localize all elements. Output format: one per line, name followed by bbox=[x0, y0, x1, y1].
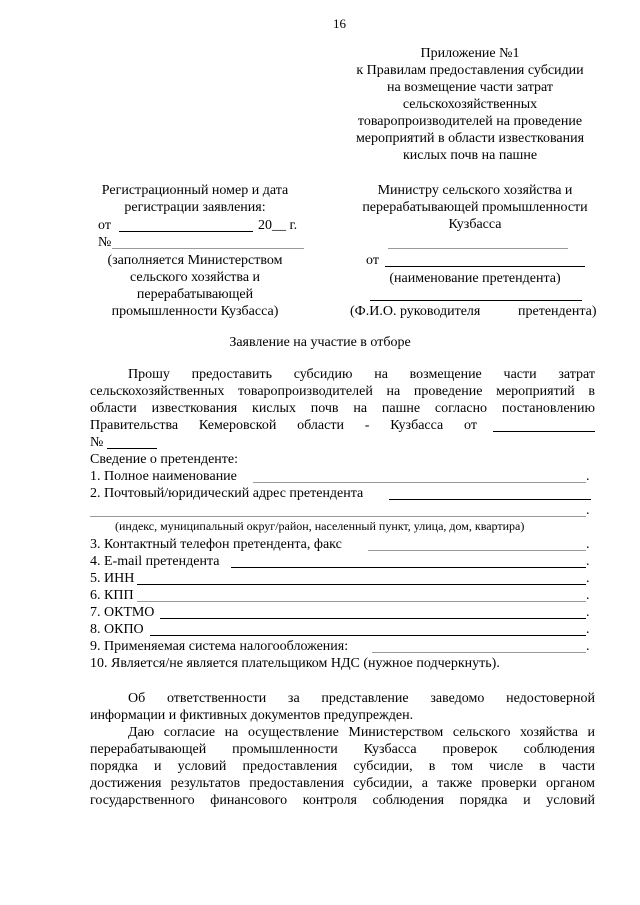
field-oktmo-label: 7. ОКТМО bbox=[90, 605, 155, 620]
field-okpo-label: 8. ОКПО bbox=[90, 622, 144, 637]
field-period: . bbox=[586, 605, 590, 620]
address-caption: (индекс, муниципальный округ/район, населенный пункт, улица, дом, квартира) bbox=[115, 519, 525, 533]
responsibility-line: Об ответственности за представление заведомо недостоверной bbox=[128, 691, 595, 706]
appendix-line: на возмещение части затрат bbox=[386, 80, 554, 95]
field-full-name-label: 1. Полное наименование bbox=[90, 469, 237, 484]
applicant-info-title: Сведение о претенденте: bbox=[90, 452, 239, 467]
consent-line: достижения результатов предоставления субсидии, а также проверки органом bbox=[90, 776, 595, 791]
appendix-line: товаропроизводителей на проведение bbox=[357, 114, 583, 129]
field-kpp-label: 6. КПП bbox=[90, 588, 134, 603]
request-line: Правительства Кемеровской области - Кузбасса от bbox=[90, 418, 477, 433]
responsibility-line: информации и фиктивных документов предупрежден. bbox=[90, 708, 414, 723]
resolution-number-label: № bbox=[90, 435, 104, 450]
registration-note: промышленности Кузбасса) bbox=[111, 304, 279, 319]
field-address-input[interactable] bbox=[389, 499, 591, 500]
appendix-line: мероприятий в области известкования bbox=[355, 131, 585, 146]
registration-date-field[interactable] bbox=[119, 231, 253, 232]
registration-from-label: от bbox=[98, 218, 111, 233]
addressee-line: перерабатывающей промышленности bbox=[362, 200, 588, 215]
field-period: . bbox=[586, 571, 590, 586]
applicant-head-caption-end: претендента) bbox=[518, 304, 597, 319]
resolution-date-field[interactable] bbox=[493, 431, 595, 432]
request-line: области известкования кислых почв на пашне согласно постановлению bbox=[90, 401, 595, 416]
appendix-line: Приложение №1 bbox=[420, 46, 520, 61]
resolution-number-field[interactable] bbox=[107, 448, 157, 449]
field-okpo-input[interactable] bbox=[150, 635, 586, 636]
applicant-name-field[interactable] bbox=[385, 266, 585, 267]
field-period: . bbox=[586, 622, 590, 637]
field-period: . bbox=[586, 639, 590, 654]
registration-note: перерабатывающей bbox=[136, 287, 254, 302]
field-full-name-input[interactable] bbox=[253, 482, 586, 483]
registration-number-label: № bbox=[98, 235, 112, 250]
consent-line: перерабатывающей промышленности Кузбасса проверок соблюдения bbox=[90, 742, 595, 757]
field-inn-label: 5. ИНН bbox=[90, 571, 135, 586]
registration-title: Регистрационный номер и дата bbox=[101, 183, 289, 198]
applicant-head-field[interactable] bbox=[370, 300, 582, 301]
field-period: . bbox=[586, 554, 590, 569]
appendix-line: сельскохозяйственных bbox=[402, 97, 538, 112]
field-vat-label: 10. Является/не является плательщиком НДС (нужное подчеркнуть). bbox=[90, 656, 500, 671]
request-line: сельскохозяйственных товаропроизводителей на проведение мероприятий в bbox=[90, 384, 595, 399]
field-phone-label: 3. Контактный телефон претендента, факс bbox=[90, 537, 342, 552]
registration-year: 20__ г. bbox=[258, 218, 298, 233]
applicant-head-caption: (Ф.И.О. руководителя bbox=[350, 304, 481, 319]
field-email-label: 4. E-mail претендента bbox=[90, 554, 220, 569]
appendix-line: к Правилам предоставления субсидии bbox=[356, 63, 584, 78]
field-tax-system-label: 9. Применяемая система налогообложения: bbox=[90, 639, 349, 654]
registration-note: сельского хозяйства и bbox=[129, 270, 261, 285]
addressee-blank-line bbox=[388, 248, 568, 249]
field-period: . bbox=[586, 588, 590, 603]
appendix-line: кислых почв на пашне bbox=[402, 148, 538, 163]
document-title: Заявление на участие в отборе bbox=[229, 335, 411, 350]
field-email-input[interactable] bbox=[231, 567, 586, 568]
registration-number-field[interactable] bbox=[112, 248, 304, 249]
field-phone-input[interactable] bbox=[368, 550, 586, 551]
registration-note: (заполняется Министерством bbox=[107, 253, 283, 268]
addressee-line: Министру сельского хозяйства и bbox=[377, 183, 573, 198]
applicant-from-label: от bbox=[366, 253, 379, 268]
field-inn-input[interactable] bbox=[137, 584, 586, 585]
page-number: 16 bbox=[333, 16, 346, 31]
registration-subtitle: регистрации заявления: bbox=[124, 200, 266, 215]
field-period: . bbox=[586, 537, 590, 552]
consent-line: порядка и условий предоставления субсидии, в том числе в части bbox=[90, 759, 595, 774]
field-address-label: 2. Почтовый/юридический адрес претендента bbox=[90, 486, 364, 501]
field-period: . bbox=[586, 503, 590, 518]
consent-line: Даю согласие на осуществление Министерством сельского хозяйства и bbox=[128, 725, 595, 740]
field-address-input-2[interactable] bbox=[90, 516, 586, 517]
addressee-line: Кузбасса bbox=[448, 217, 502, 232]
request-line: Прошу предоставить субсидию на возмещение части затрат bbox=[128, 367, 595, 382]
field-oktmo-input[interactable] bbox=[160, 618, 586, 619]
consent-line: государственного финансового контроля соблюдения порядка и условий bbox=[90, 793, 595, 808]
applicant-name-caption: (наименование претендента) bbox=[389, 271, 561, 286]
field-kpp-input[interactable] bbox=[137, 601, 586, 602]
field-period: . bbox=[586, 469, 590, 484]
field-tax-system-input[interactable] bbox=[372, 652, 586, 653]
